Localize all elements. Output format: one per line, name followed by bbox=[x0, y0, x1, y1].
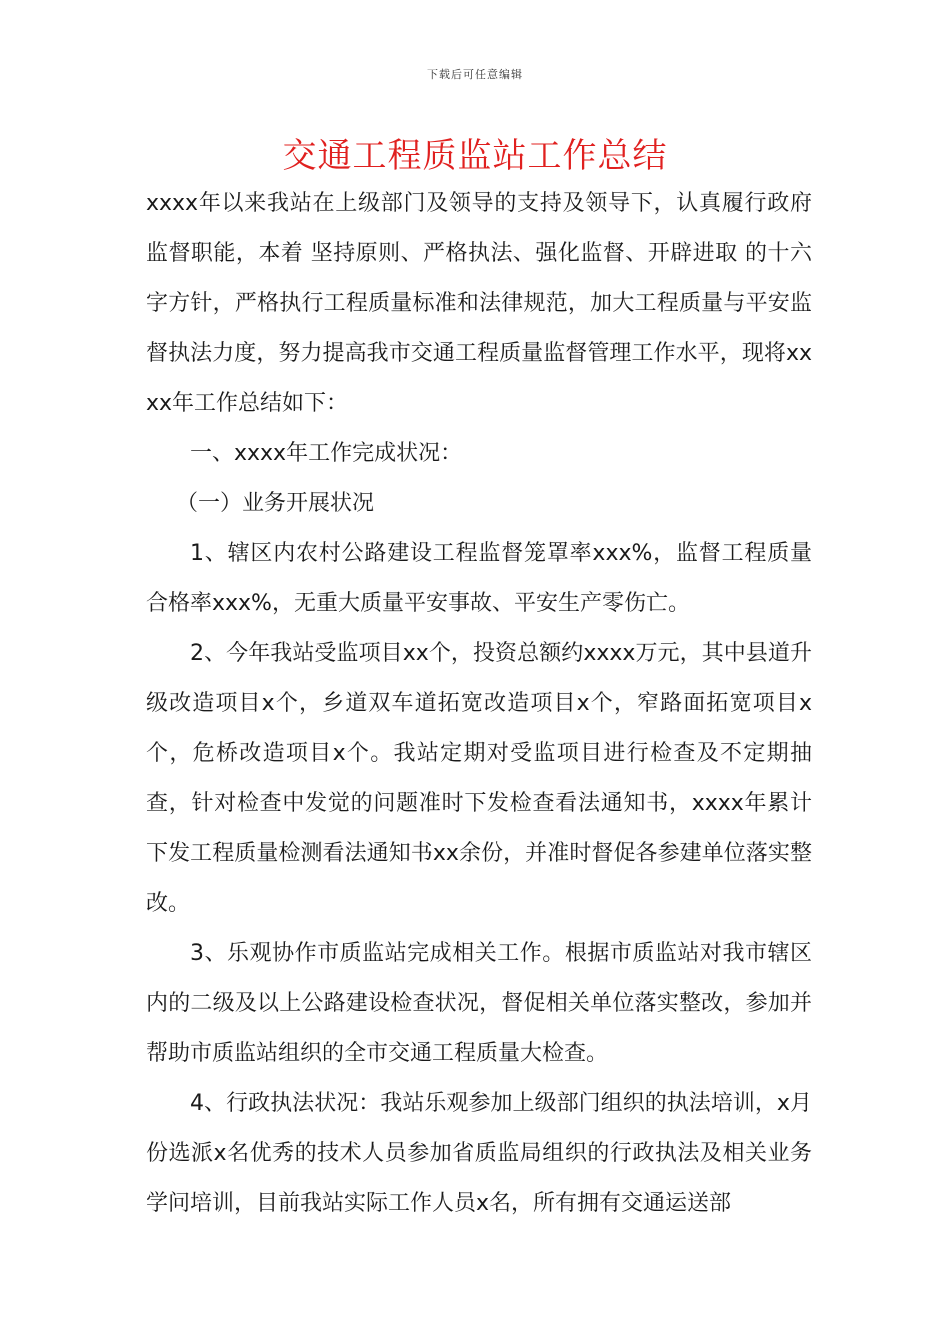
list-item-4: 4、行政执法状况：我站乐观参加上级部门组织的执法培训，x月份选派x名优秀的技术人员参加省质监局组织的行政执法及相关业务学问培训，目前我站实际工作人员x名，所有拥有交通运送部 bbox=[146, 1091, 812, 1216]
header-note: 下载后可任意编辑 bbox=[427, 68, 523, 81]
intro-paragraph: xxxx年以来我站在上级部门及领导的支持及领导下，认真履行政府监督职能，本着 坚持原则、严格执法、强化监督、开辟进取 的十六字方针，严格执行工程质量标准和法律规范，加大工程质量与平安监督执法力度，努力提高我市交通工程质量监督管理工作水平，现将xxxx年工作总结如下： bbox=[146, 191, 812, 416]
document-title: 交通工程质监站工作总结 bbox=[282, 136, 668, 176]
section-heading-1: 一、xxxx年工作完成状况： bbox=[190, 441, 463, 466]
subsection-heading-1: （一）业务开展状况 bbox=[176, 491, 375, 516]
document-body bbox=[146, 179, 812, 1229]
list-item-3: 3、乐观协作市质监站完成相关工作。根据市质监站对我市辖区内的二级及以上公路建设检查状况，督促相关单位落实整改，参加并帮助市质监站组织的全市交通工程质量大检查。 bbox=[146, 941, 812, 1066]
list-item-2: 2、今年我站受监项目xx个，投资总额约xxxx万元，其中县道升级改造项目x个，乡道双车道拓宽改造项目x个，窄路面拓宽项目x个，危桥改造项目x个。我站定期对受监项目进行检查及不定期抽查，针对检查中发觉的问题准时下发检查看法通知书，xxxx年累计下发工程质量检测看法通知书xx余份，并准时督促各参建单位落实整改。 bbox=[146, 641, 812, 916]
list-item-1: 1、辖区内农村公路建设工程监督笼罩率xxx%，监督工程质量合格率xxx%，无重大质量平安事故、平安生产零伤亡。 bbox=[146, 541, 812, 616]
